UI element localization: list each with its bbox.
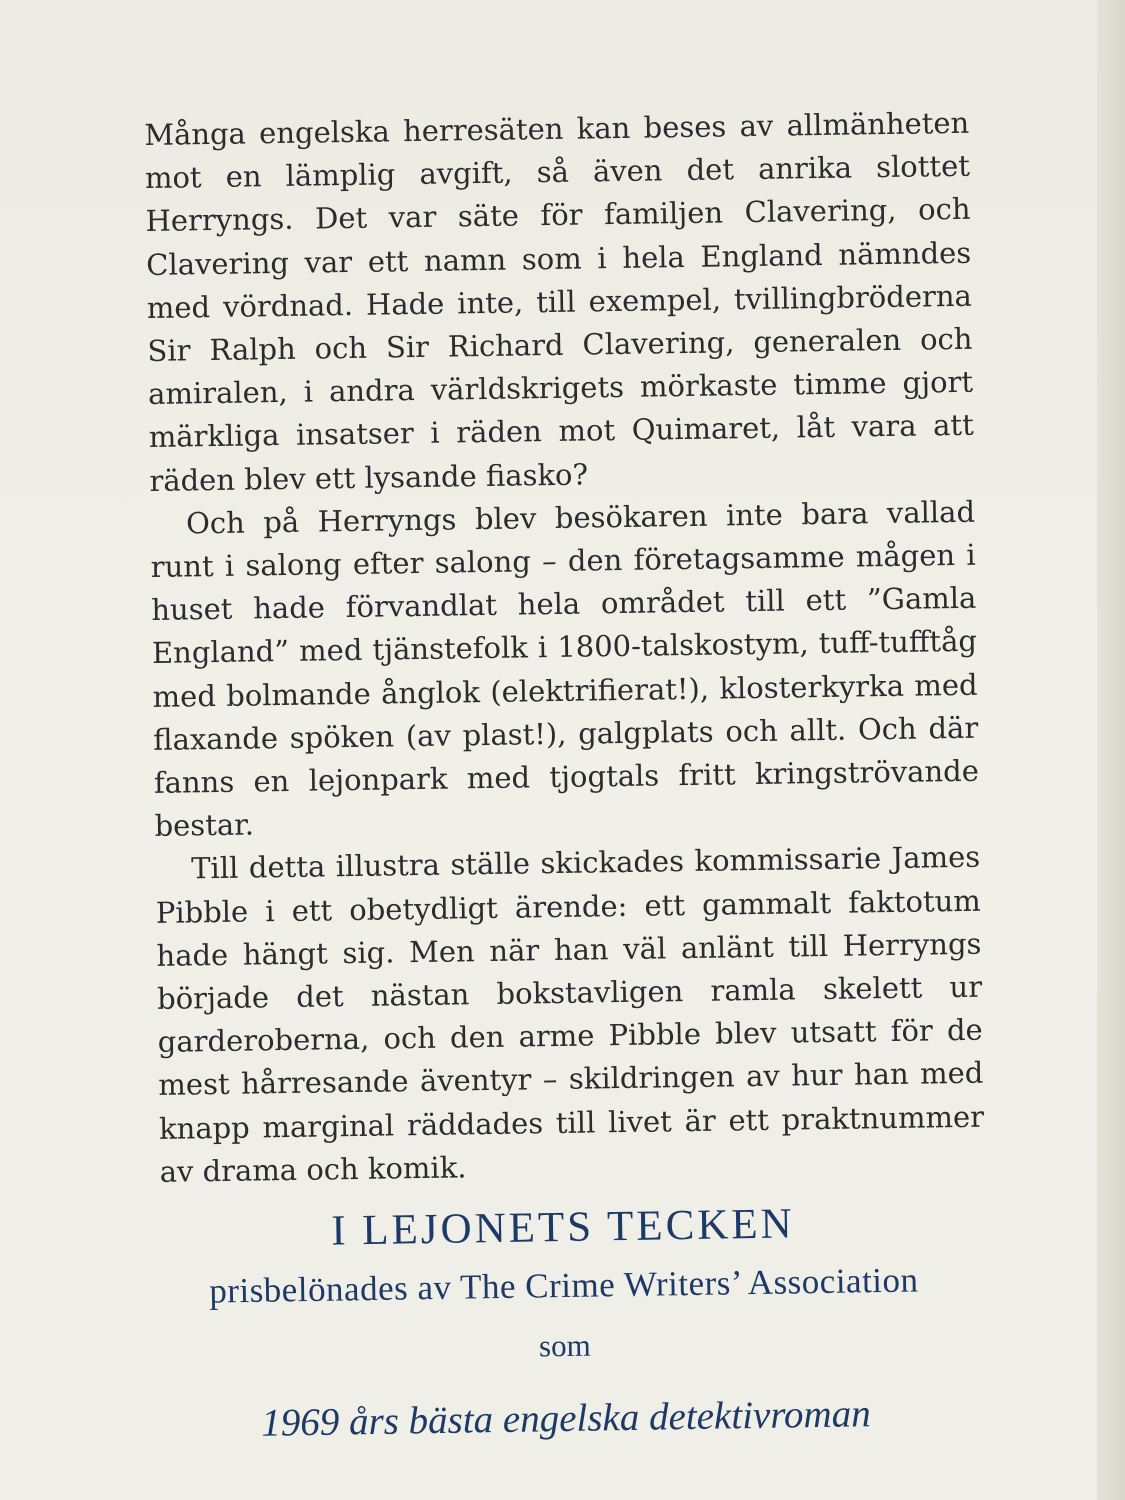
- blurb-text: [144, 102, 985, 1194]
- award-line: prisbelönades av The Crime Writers’ Association: [208, 1260, 919, 1311]
- blurb-paragraph-3: Till detta illustra ställe skickades kommissarie James Pibble i ett obetydligt ärende: ett gammalt faktotum hade hängt sig. Men när han väl anlänt till Herryngs började det nästan bokstavligen ramla skelett ur garderoberna, och den arme Pibble blev utsatt för de mest hårresande äventyr – skildringen av hur han med knapp marginal räddades till livet är ett praktnummer av drama och komik.: [155, 840, 985, 1189]
- page-edge: [1097, 0, 1125, 1500]
- blurb-paragraph-1: Många engelska herresäten kan beses av allmänheten mot en lämplig avgift, så även det anrika slottet Herryngs. Det var säte för familjen Clavering, och Clavering var ett namn som i hela England nämndes med vördnad. Hade inte, till exempel, tvillingbröderna Sir Ralph och Sir Richard Clavering, generalen och amiralen, i andra världskrigets mörkaste timme gjort märkliga insatser i räden mot Quimaret, låt vara att räden blev ett lysande fiasko?: [144, 105, 974, 498]
- award-som: som: [538, 1327, 591, 1364]
- award-year-line: 1969 års bästa engelska detektivroman: [260, 1392, 871, 1445]
- award-notice: [140, 1191, 989, 1460]
- award-book-title: I LEJONETS TECKEN: [330, 1200, 796, 1255]
- blurb-paragraph-2: Och på Herryngs blev besökaren inte bara vallad runt i salong efter salong – den företagsamme mågen i huset hade förvandlat hela området till ett ”Gamla England” med tjänstefolk i 1800-talskostym, tuff-tufftåg med bolmande ånglok (elektrifierat!), klosterkyrka med flaxande spöken (av plast!), galgplats och allt. Och där fanns en lejonpark med tjogtals fritt kringströvande bestar.: [150, 494, 980, 844]
